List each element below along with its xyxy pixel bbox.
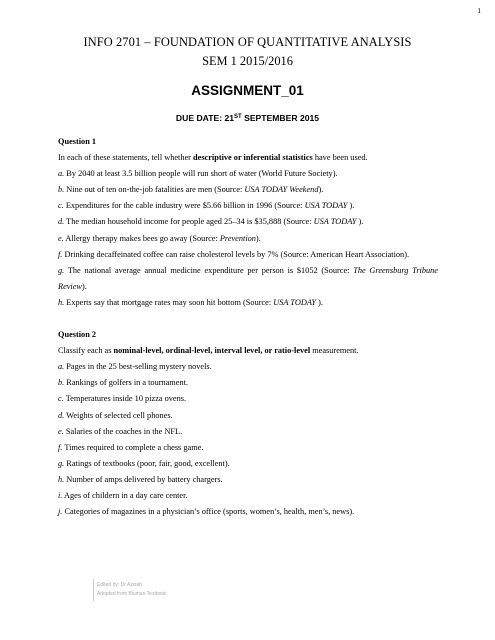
list-item: f. Times required to complete a chess game. xyxy=(58,442,204,452)
list-item: e. Allergy therapy makes bees go away (Source: Prevention). xyxy=(58,233,261,243)
due-date xyxy=(0,113,495,123)
question-1-heading: Question 1 xyxy=(58,137,97,146)
footer-divider xyxy=(93,579,94,601)
question-2-list xyxy=(58,359,438,520)
list-item: d. The median household income for people aged 25–34 is $35,888 (Source: USA TODAY ). xyxy=(58,217,364,227)
question-1-keyword: descriptive or inferential statistics xyxy=(193,153,313,163)
list-item: c. Temperatures inside 10 pizza ovens. xyxy=(58,394,187,404)
course-title: INFO 2701 – FOUNDATION OF QUANTITATIVE ANALYSIS xyxy=(83,35,412,49)
question-2-heading: Question 2 xyxy=(58,330,97,340)
list-item: e. Salaries of the coaches in the NFL. xyxy=(58,426,183,436)
footer-editor: Edited by: Dr Azizah xyxy=(97,582,143,588)
question-1-list xyxy=(58,166,438,311)
due-date-ordinal: ST xyxy=(234,114,242,120)
due-date-prefix: DUE DATE: 21 xyxy=(175,113,235,123)
question-2-keyword: nominal-level, ordinal-level, interval level, or ratio-level xyxy=(113,346,311,356)
list-item: a. Pages in the 25 best-selling mystery novels. xyxy=(58,362,212,372)
assignment-body xyxy=(58,134,438,520)
section-spacer xyxy=(58,311,438,327)
list-item: a. By 2040 at least 3.5 billion people will run short of water (World Future Society). xyxy=(58,169,338,179)
list-item: j. Categories of magazines in a physician’s office (sports, women’s, health, men’s, news). xyxy=(58,507,355,517)
question-2-instructions: Classify each as nominal-level, ordinal-level, interval level, or ratio-level measurement. xyxy=(58,346,359,356)
list-item: b. Rankings of golfers in a tournament. xyxy=(58,378,188,388)
footer-source: Adopted from Bluman Textbook xyxy=(97,590,167,597)
page-number: 1 xyxy=(477,6,481,15)
list-item: g. Ratings of textbooks (poor, fair, good, excellent). xyxy=(58,458,230,468)
footer xyxy=(97,581,167,598)
semester-title: SEM 1 2015/2016 xyxy=(202,54,293,68)
question-1-instructions: In each of these statements, tell whether descriptive or inferential statistics have been used. xyxy=(58,153,368,163)
list-item: g. The national average annual medicine expenditure per person is $1052 (Source: The Greensburg Tribune Review). xyxy=(58,265,438,291)
list-item: f. Drinking decaffeinated coffee can raise cholesterol levels by 7% (Source: American Heart Association). xyxy=(58,249,410,259)
list-item: h. Experts say that mortgage rates may soon hit bottom (Source: USA TODAY ). xyxy=(58,297,323,307)
list-item: i. Ages of childern in a day care center. xyxy=(58,490,188,500)
list-item: b. Nine out of ten on-the-job fatalities are men (Source: USA TODAY Weekend). xyxy=(58,185,324,195)
assignment-title: ASSIGNMENT_01 xyxy=(191,83,304,98)
due-date-suffix: SEPTEMBER 2015 xyxy=(241,113,320,123)
list-item: h. Number of amps delivered by battery chargers. xyxy=(58,474,223,484)
list-item: c. Expenditures for the cable industry were $5.66 billion in 1996 (Source: USA TODAY ). xyxy=(58,201,355,211)
list-item: d. Weights of selected cell phones. xyxy=(58,410,173,420)
